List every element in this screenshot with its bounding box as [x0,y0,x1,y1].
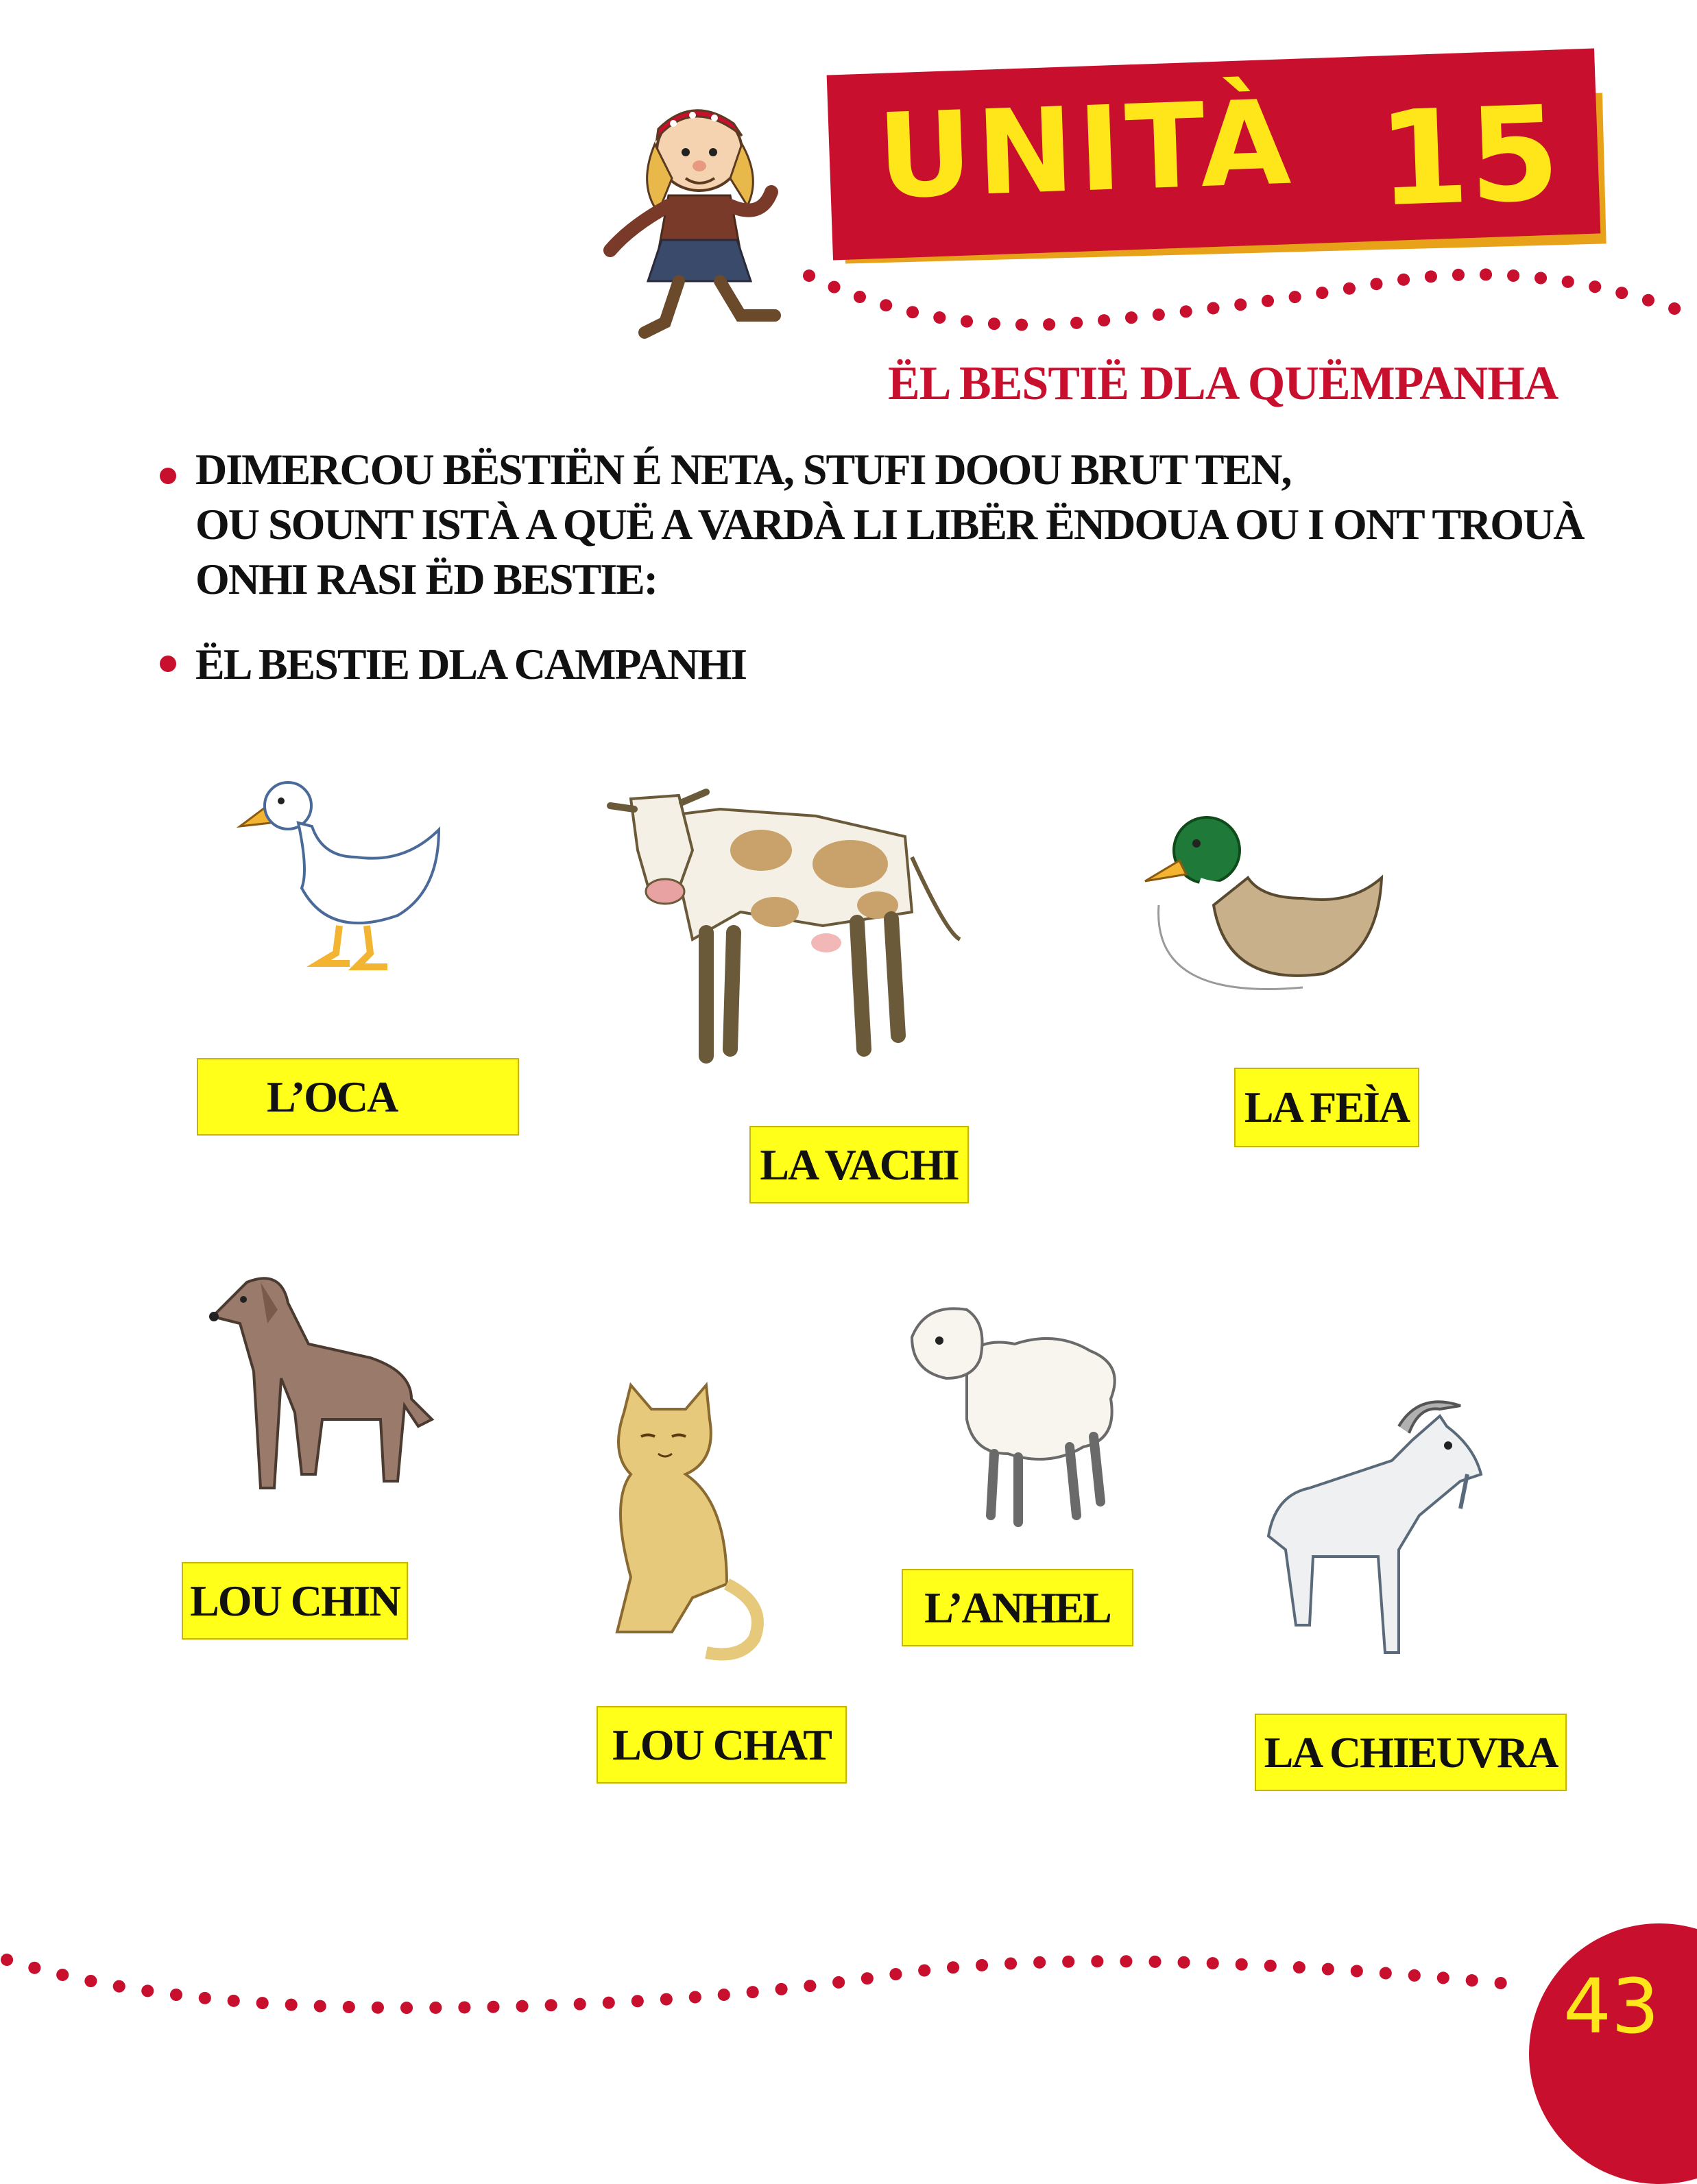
sheep-icon [898,1296,1124,1529]
unit-title: UNITÀ [875,75,1297,226]
section-title: ËL BESTIE DLA CAMPANHI [195,640,746,688]
instruction-line-2: OU SOUNT ISTÀ A QUË A VARDÀ LI LIBËR ËNDOUA OU I ONT TROUÀ [195,500,1584,549]
animal-label-cow: LA VACHI [749,1126,969,1203]
page-subtitle: ËL BESTIË DLA QUËMPANHA [888,357,1558,410]
bottom-dotted-wave [0,1893,1550,2016]
animal-label-duck: LA FEÌA [1234,1068,1419,1147]
cow-icon [590,768,974,1070]
animal-label-goose: L’OCA [197,1058,519,1136]
unit-number: 15 [1375,77,1563,236]
goose-icon [233,768,453,974]
cat-icon [590,1378,789,1666]
instruction-line-3: ONHI RASI ËD BESTIE: [195,555,658,603]
animal-label-sheep: L’ANHEL [902,1569,1133,1646]
goat-icon [1255,1378,1502,1673]
instruction-line-1: DIMERCOU BËSTIËN É NETA, STUFI DOOU BRUT TEN, [195,445,1291,494]
animal-label-cat: LOU CHAT [597,1706,847,1784]
animal-label-goat: LA CHIEUVRA [1255,1714,1567,1791]
animal-label-dog: LOU CHIN [182,1562,408,1640]
bullet-icon [160,656,176,672]
page-number: 43 [1563,1963,1659,2050]
mascot-girl-illustration [590,96,789,343]
duck-icon [1131,802,1392,1015]
bullet-icon [160,468,176,484]
top-dotted-wave [795,247,1697,343]
dog-icon [199,1255,446,1502]
